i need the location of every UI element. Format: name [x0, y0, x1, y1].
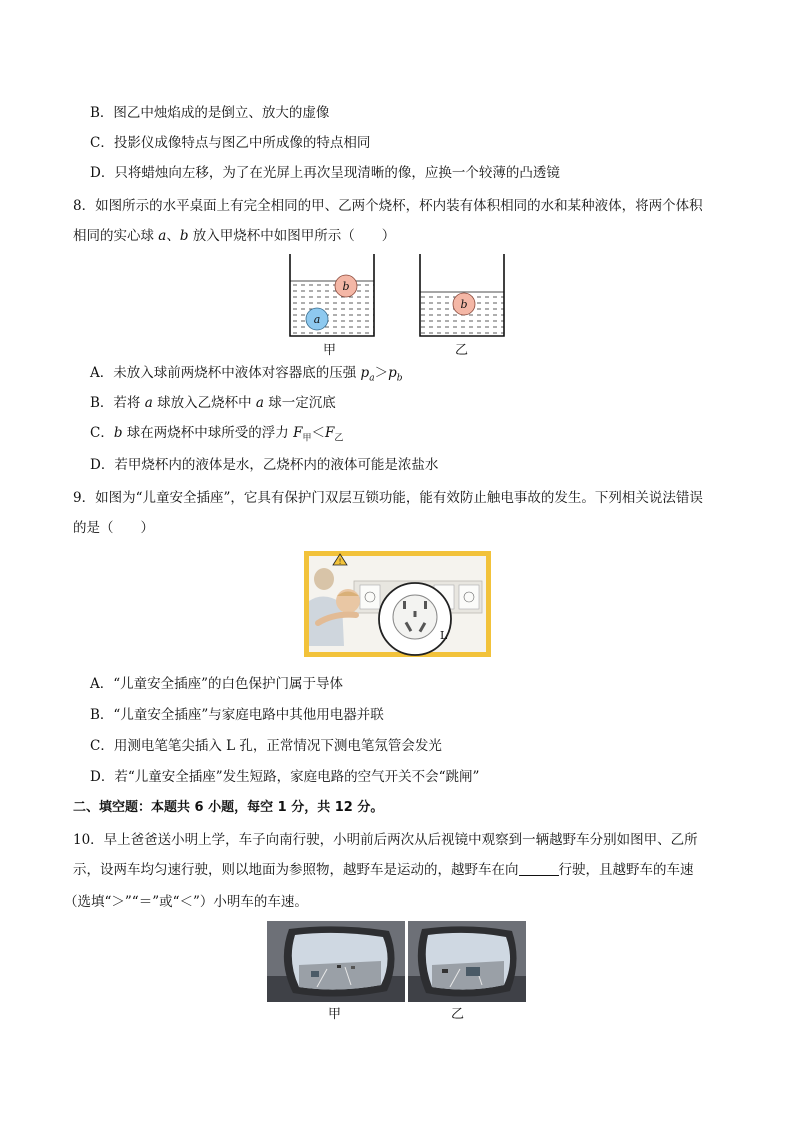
figure-label-jia: 甲 [323, 343, 337, 358]
svg-text:!: ! [338, 558, 342, 566]
q8-option-b-end: 球一定沉底 [263, 395, 336, 411]
q10-line1: 10．早上爸爸送小明上学，车子向南行驶，小明前后两次从后视镜中观察到一辆越野车分别如图甲、乙所 [73, 832, 698, 848]
q8-option-b-text: B．若将 [90, 395, 145, 411]
q9-option-c: C．用测电笔笔尖插入 L 孔，正常情况下测电笔氖管会发光 [90, 738, 442, 754]
q8-option-a-text: A．未放入球前两烧杯中液体对容器底的压强 [90, 365, 361, 381]
q9-option-b: B．“儿童安全插座”与家庭电路中其他用电器并联 [90, 707, 384, 723]
q8-option-b [90, 393, 336, 413]
mirror-figure-yi [408, 921, 526, 1002]
safety-socket-figure [304, 551, 491, 657]
q10-line2-text: 示，设两车均匀速行驶，则以地面为参照物，越野车是运动的，越野车在向 [73, 862, 519, 878]
q9-stem-line2: 的是（ ） [73, 520, 154, 536]
q8-stem-text: 相同的实心球 [73, 228, 159, 244]
ball-b-yi-label: b [460, 298, 468, 311]
q8-stem-line1: 8．如图所示的水平桌面上有完全相同的甲、乙两个烧杯，杯内装有体积相同的水和某种液体，将两个体积 [73, 198, 703, 214]
ball-a-symbol: a [144, 395, 153, 411]
answer-blank-1[interactable] [519, 861, 559, 876]
ball-b-symbol: b [113, 425, 123, 441]
q10-line2 [73, 860, 694, 880]
ball-a-symbol: a [158, 228, 167, 244]
q8-stem-separator: 、 [166, 228, 180, 244]
greater-than-sign: ＞ [374, 365, 389, 381]
figure-label-yi: 乙 [455, 343, 469, 358]
mirror-label-yi: 乙 [451, 1007, 465, 1022]
pressure-pb: p [388, 365, 397, 381]
beaker-yi [420, 254, 504, 336]
beaker-jia [290, 254, 374, 336]
buoyancy-f-jia-sub: 甲 [302, 433, 312, 444]
socket-l-label: L [440, 629, 448, 642]
less-than-sign: ＜ [311, 425, 325, 441]
q8-option-b-mid: 球放入乙烧杯中 [152, 395, 256, 411]
ball-b-label: b [342, 280, 350, 293]
pressure-pb-sub: b [396, 373, 403, 384]
buoyancy-f-yi: F [324, 425, 335, 441]
q7-option-b: B．图乙中烛焰成的是倒立、放大的虚像 [90, 105, 330, 121]
mirror-label-jia: 甲 [328, 1007, 342, 1022]
q8-option-c-mid: 球在两烧杯中球所受的浮力 [122, 425, 294, 441]
q7-option-d: D．只将蜡烛向左移，为了在光屏上再次呈现清晰的像，应换一个较薄的凸透镜 [90, 165, 560, 181]
ball-a-symbol: a [255, 395, 264, 411]
pressure-pa-sub: a [369, 373, 375, 384]
pressure-pa: p [360, 365, 370, 381]
ball-b-symbol: b [179, 228, 189, 244]
buoyancy-f-jia: F [293, 425, 303, 441]
q8-option-a [90, 363, 403, 389]
q8-stem-line2 [73, 226, 395, 246]
beaker-figure [284, 252, 510, 338]
q9-stem-line1: 9．如图为“儿童安全插座”，它具有保护门双层互锁功能，能有效防止触电事故的发生。下列相关说法错误 [73, 490, 703, 506]
q8-option-d: D．若甲烧杯内的液体是水，乙烧杯内的液体可能是浓盐水 [90, 457, 439, 473]
q8-option-c-text: C． [90, 425, 114, 441]
mirror-figure-jia [267, 921, 405, 1002]
buoyancy-f-yi-sub: 乙 [334, 433, 344, 444]
q8-option-c [90, 423, 343, 449]
section-title: 二、填空题：本题共 6 小题，每空 1 分，共 12 分。 [73, 800, 384, 815]
q8-stem-text-end: 放入甲烧杯中如图甲所示（ ） [188, 228, 396, 244]
q9-option-d: D．若“儿童安全插座”发生短路，家庭电路的空气开关不会“跳闸” [90, 769, 480, 785]
ball-a-label: a [313, 313, 321, 326]
q9-option-a: A．“儿童安全插座”的白色保护门属于导体 [90, 676, 344, 692]
q10-line2-text-end: 行驶，且越野车的车速 [558, 862, 694, 878]
q10-line3: （选填“＞”“＝”或“＜”）小明车的车速。 [64, 894, 308, 910]
q7-option-c: C．投影仪成像特点与图乙中所成像的特点相同 [90, 135, 371, 151]
